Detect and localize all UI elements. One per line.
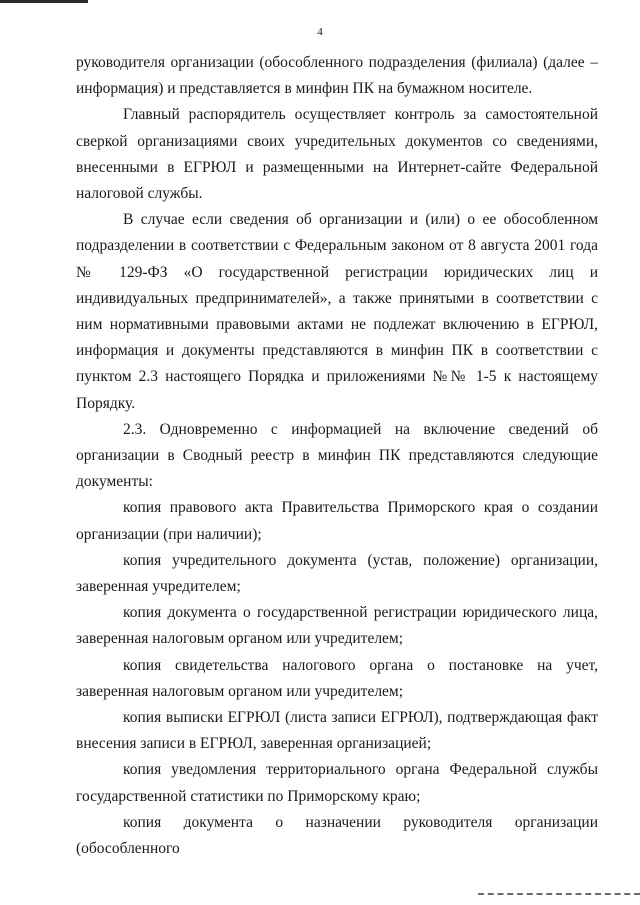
paragraph-section-2-3: 2.3. Одновременно с информацией на включение сведений об организации в Сводный реестр в минфин ПК представляются следующие документы: (76, 420, 598, 491)
list-item-director-appointment-copy: копия документа о назначении руководителя организации (обособленного (76, 813, 598, 858)
paragraph-continuation: руководителя организации (обособленного подразделения (филиала) (далее – информация) и представляется в минфин ПК на бумажном носителе. (76, 54, 598, 98)
document-body (76, 50, 598, 862)
list-item-registration-copy: копия документа о государственной регистрации юридического лица, заверенная налоговым органом или учредителем; (76, 604, 598, 648)
list-item-charter-copy: копия учредительного документа (устав, положение) организации, заверенная учредителем; (76, 551, 598, 596)
bottom-edge-rule (478, 893, 640, 895)
paragraph-control: Главный распорядитель осуществляет контроль за самостоятельной сверкой организациями своих учредительных документов со сведениями, внесенными в ЕГРЮЛ и размещенными на Интернет-сайте Федеральной налоговой службы. (76, 106, 598, 203)
list-item-egrul-extract-copy: копия выписки ЕГРЮЛ (листа записи ЕГРЮЛ), подтверждающая факт внесения записи в ЕГРЮЛ, заверенная организацией; (76, 709, 598, 753)
top-edge-rule (0, 0, 88, 3)
list-item-statistics-notice-copy: копия уведомления территориального органа Федеральной службы государственной статистики по Приморскому краю; (76, 761, 598, 805)
list-item-legal-act-copy: копия правового акта Правительства Приморского края о создании организации (при наличии); (76, 499, 598, 543)
paragraph-egrul-exception: В случае если сведения об организации и (или) о ее обособленном подразделении в соответствии с Федеральным законом от 8 августа 2001 года № 129-ФЗ «О государственной регистрации юридических лиц и индивидуальных предпринимателей», а также принятыми в соответствии с ним нормативными правовыми актами не подлежат включению в ЕГРЮЛ, информация и документы представляются в минфин ПК в соответствии с пунктом 2.3 настоящего Порядка и приложениями №№ 1-5 к настоящему Порядку. (76, 211, 598, 412)
list-item-tax-certificate-copy: копия свидетельства налогового органа о постановке на учет, заверенная налоговым органом или учредителем; (76, 656, 598, 700)
page-number: 4 (317, 26, 323, 38)
